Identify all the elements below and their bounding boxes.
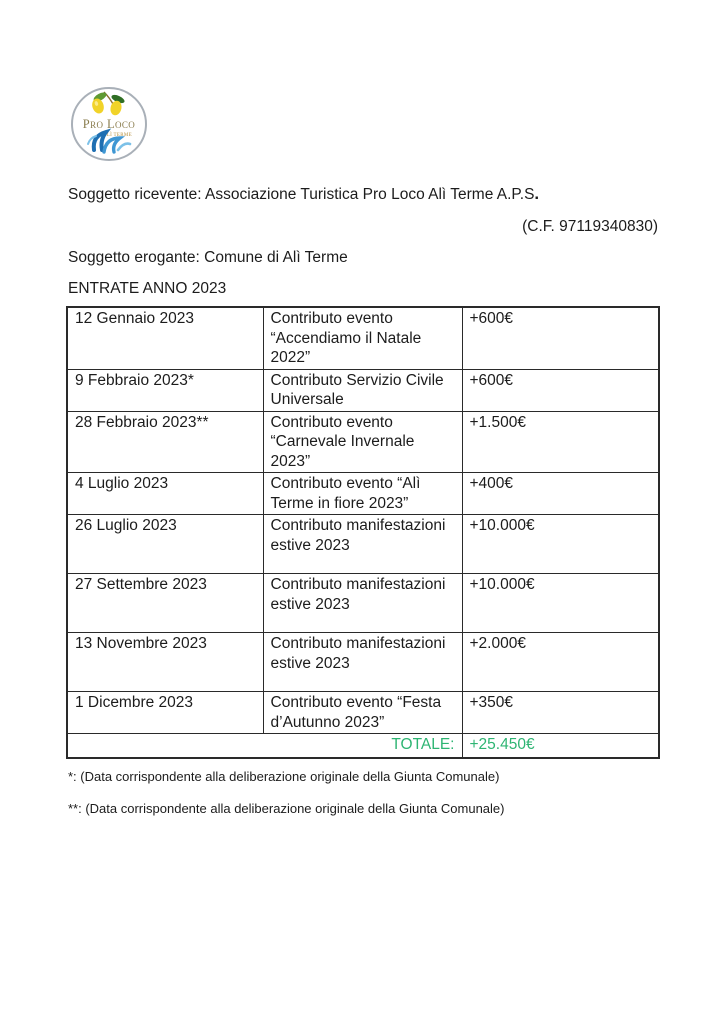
description-cell: Contributo evento “Accendiamo il Natale 2022” — [263, 307, 462, 369]
description-cell: Contributo evento “Carnevale Invernale 2023” — [263, 411, 462, 473]
proloco-logo-icon — [70, 86, 148, 162]
date-cell: 9 Febbraio 2023* — [67, 369, 263, 411]
table-row — [67, 692, 659, 734]
amount-cell: +10.000€ — [462, 515, 659, 574]
date-cell: 13 Novembre 2023 — [67, 633, 263, 692]
date-cell: 1 Dicembre 2023 — [67, 692, 263, 734]
total-amount: +25.450€ — [462, 734, 659, 758]
donor-line: Soggetto erogante: Comune di Alì Terme — [68, 249, 348, 266]
total-row — [67, 734, 659, 758]
date-cell: 26 Luglio 2023 — [67, 515, 263, 574]
section-title: ENTRATE ANNO 2023 — [68, 280, 227, 297]
amount-cell: +400€ — [462, 473, 659, 515]
date-cell: 28 Febbraio 2023** — [67, 411, 263, 473]
table-row — [67, 473, 659, 515]
footnote-double-asterisk: **: (Data corrispondente alla deliberazione originale della Giunta Comunale) — [68, 801, 505, 816]
proloco-logo — [70, 86, 148, 162]
amount-cell: +1.500€ — [462, 411, 659, 473]
description-cell: Contributo manifestazioni estive 2023 — [263, 633, 462, 692]
table-row — [67, 307, 659, 369]
date-cell: 27 Settembre 2023 — [67, 574, 263, 633]
amount-cell: +600€ — [462, 307, 659, 369]
table-row — [67, 633, 659, 692]
logo-subtitle: ALÌ TERME — [102, 133, 132, 138]
amount-cell: +2.000€ — [462, 633, 659, 692]
footnote-single-asterisk: *: (Data corrispondente alla deliberazione originale della Giunta Comunale) — [68, 769, 500, 784]
date-cell: 12 Gennaio 2023 — [67, 307, 263, 369]
fiscal-code-line: (C.F. 97119340830) — [522, 218, 658, 235]
description-cell: Contributo evento “Festa d’Autunno 2023” — [263, 692, 462, 734]
entrate-table — [66, 306, 660, 759]
amount-cell: +350€ — [462, 692, 659, 734]
description-cell: Contributo Servizio Civile Universale — [263, 369, 462, 411]
description-cell: Contributo evento “Alì Terme in fiore 2023” — [263, 473, 462, 515]
recipient-line — [68, 184, 658, 205]
description-cell: Contributo manifestazioni estive 2023 — [263, 515, 462, 574]
date-cell: 4 Luglio 2023 — [67, 473, 263, 515]
amount-cell: +600€ — [462, 369, 659, 411]
recipient-period: . — [534, 184, 540, 203]
table-row — [67, 411, 659, 473]
logo-wordmark: Pro Loco — [82, 117, 136, 131]
table-row — [67, 574, 659, 633]
table-row — [67, 515, 659, 574]
recipient-text: Soggetto ricevente: Associazione Turistica Pro Loco Alì Terme A.P.S — [68, 186, 535, 203]
table-row — [67, 369, 659, 411]
entrate-table-body — [67, 307, 659, 758]
total-label: TOTALE: — [67, 734, 462, 758]
description-cell: Contributo manifestazioni estive 2023 — [263, 574, 462, 633]
amount-cell: +10.000€ — [462, 574, 659, 633]
